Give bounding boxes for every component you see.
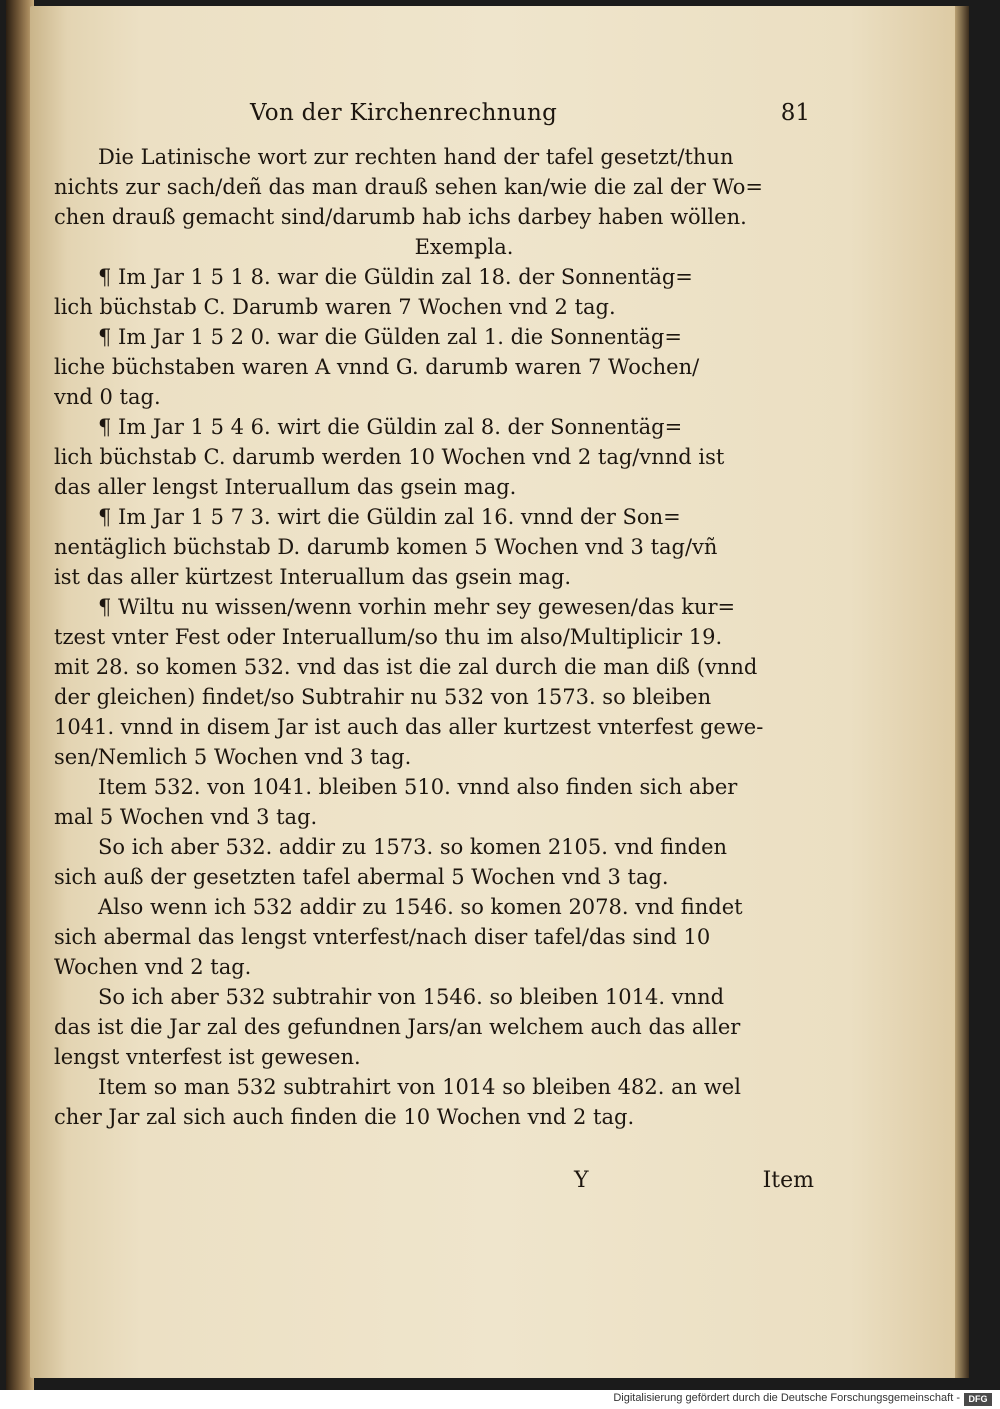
signature-mark: Y xyxy=(574,1168,589,1193)
funding-credit: Digitalisierung gefördert durch die Deutsche Forschungsgemeinschaft - xyxy=(613,1392,960,1404)
running-title: Von der Kirchenrechnung xyxy=(250,100,558,126)
paragraph xyxy=(54,772,814,832)
page-fore-edge xyxy=(955,6,969,1378)
text-line: das aller lengst Interuallum das gsein mag. xyxy=(54,475,517,499)
text-line: vnd 0 tag. xyxy=(54,385,161,409)
text-line: lich büchstab C. Darumb waren 7 Wochen vnd 2 tag. xyxy=(54,295,616,319)
section-heading: Exempla. xyxy=(414,235,514,259)
page-footer xyxy=(574,1168,814,1200)
text-line: sich auß der gesetzten tafel abermal 5 Wochen vnd 3 tag. xyxy=(54,865,669,889)
text-line: Die Latinische wort zur rechten hand der tafel gesetzt/thun xyxy=(98,145,734,169)
paragraph xyxy=(54,982,814,1072)
paragraph xyxy=(54,1072,814,1132)
text-line: lich büchstab C. darumb werden 10 Wochen vnd 2 tag/vnnd ist xyxy=(54,445,725,469)
catchword: Item xyxy=(762,1168,814,1193)
text-line: ¶ Wiltu nu wissen/wenn vorhin mehr sey gewesen/das kur= xyxy=(98,595,736,619)
paragraph xyxy=(54,412,814,502)
text-line: 1041. vnnd in disem Jar ist auch das aller kurtzest vnterfest gewe- xyxy=(54,715,764,739)
text-line: tzest vnter Fest oder Interuallum/so thu im also/Multiplicir 19. xyxy=(54,625,723,649)
credit-bar xyxy=(0,1390,1000,1409)
text-line: Item 532. von 1041. bleiben 510. vnnd also finden sich aber xyxy=(98,775,738,799)
text-line: nentäglich büchstab D. darumb komen 5 Wochen vnd 3 tag/vñ xyxy=(54,535,718,559)
text-line: sich abermal das lengst vnterfest/nach diser tafel/das sind 10 xyxy=(54,925,711,949)
page-number: 81 xyxy=(780,100,810,126)
dfg-logo: DFG xyxy=(964,1393,992,1406)
text-line: ist das aller kürtzest Interuallum das gsein mag. xyxy=(54,565,572,589)
paragraph xyxy=(54,322,814,412)
text-line: nichts zur sach/deñ das man drauß sehen kan/wie die zal der Wo= xyxy=(54,175,763,199)
paragraph xyxy=(54,142,814,232)
text-line: Item so man 532 subtrahirt von 1014 so bleiben 482. an wel xyxy=(98,1075,741,1099)
paragraph xyxy=(54,502,814,592)
text-line: lengst vnterfest ist gewesen. xyxy=(54,1045,361,1069)
text-line: Wochen vnd 2 tag. xyxy=(54,955,252,979)
text-line: ¶ Im Jar 1 5 7 3. wirt die Güldin zal 16. vnnd der Son= xyxy=(98,505,681,529)
text-line: So ich aber 532. addir zu 1573. so komen 2105. vnd finden xyxy=(98,835,728,859)
text-line: ¶ Im Jar 1 5 4 6. wirt die Güldin zal 8. der Sonnentäg= xyxy=(98,415,683,439)
text-line: cher Jar zal sich auch finden die 10 Wochen vnd 2 tag. xyxy=(54,1105,635,1129)
text-line: mal 5 Wochen vnd 3 tag. xyxy=(54,805,318,829)
body-text xyxy=(54,142,814,1132)
paragraph xyxy=(54,592,814,772)
text-line: sen/Nemlich 5 Wochen vnd 3 tag. xyxy=(54,745,412,769)
text-line: mit 28. so komen 532. vnd das ist die zal durch die man diß (vnnd xyxy=(54,655,758,679)
text-line: liche büchstaben waren A vnnd G. darumb waren 7 Wochen/ xyxy=(54,355,700,379)
text-line: ¶ Im Jar 1 5 2 0. war die Gülden zal 1. die Sonnentäg= xyxy=(98,325,682,349)
paragraph xyxy=(54,892,814,982)
text-line: So ich aber 532 subtrahir von 1546. so bleiben 1014. vnnd xyxy=(98,985,725,1009)
text-line: Also wenn ich 532 addir zu 1546. so komen 2078. vnd findet xyxy=(98,895,743,919)
running-header xyxy=(250,96,810,132)
text-line: chen drauß gemacht sind/darumb hab ichs darbey haben wöllen. xyxy=(54,205,747,229)
paragraph xyxy=(54,832,814,892)
text-line: das ist die Jar zal des gefundnen Jars/an welchem auch das aller xyxy=(54,1015,741,1039)
text-line: der gleichen) findet/so Subtrahir nu 532 von 1573. so bleiben xyxy=(54,685,712,709)
paragraph xyxy=(54,262,814,322)
text-line: ¶ Im Jar 1 5 1 8. war die Güldin zal 18. der Sonnentäg= xyxy=(98,265,693,289)
